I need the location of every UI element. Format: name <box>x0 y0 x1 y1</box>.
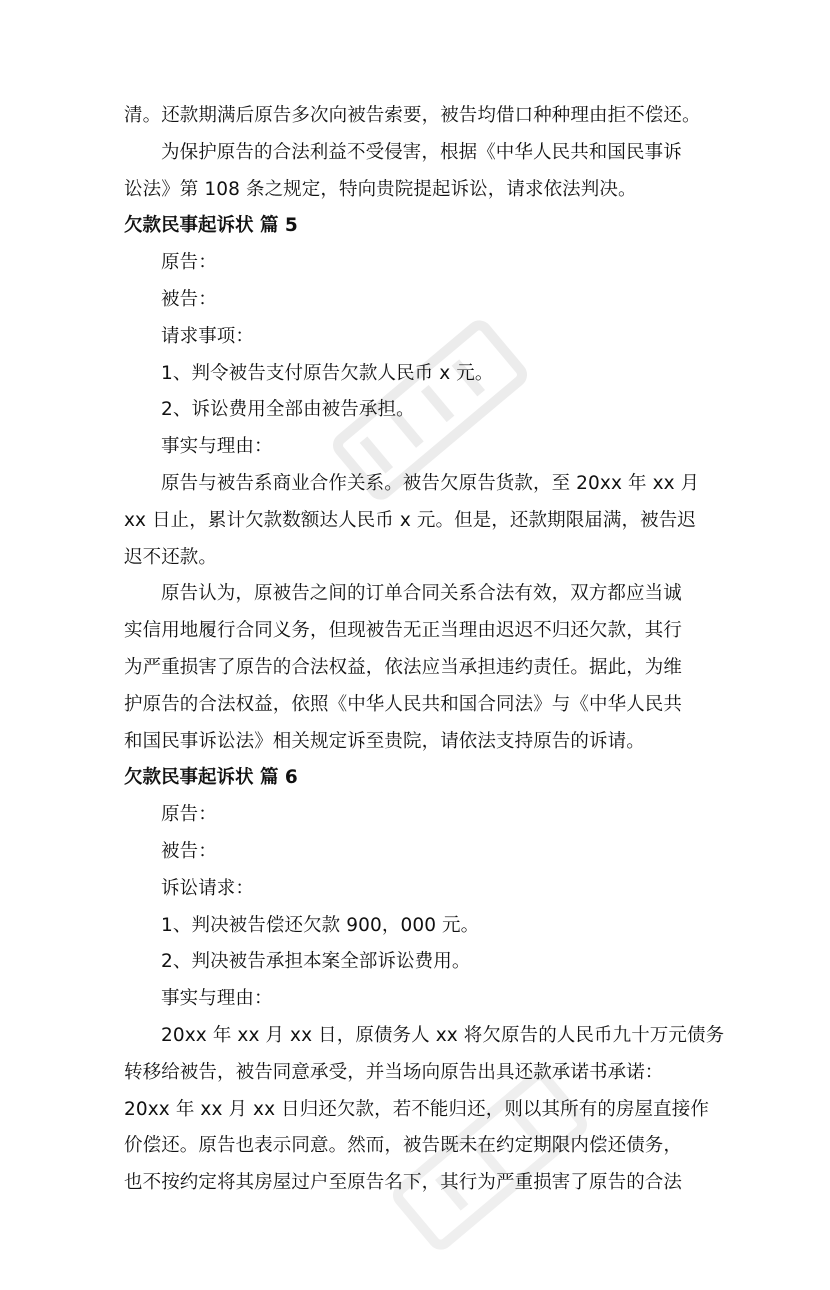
text-line: 迟不还款。 <box>124 546 218 568</box>
document-body <box>124 98 724 1202</box>
text-line: xx 日止，累计欠款数额达人民币 x 元。但是，还款期限届满，被告迟 <box>124 509 696 531</box>
text-line: 和国民事诉讼法》相关规定诉至贵院，请依法支持原告的诉请。 <box>124 730 645 752</box>
claims-label: 诉讼请求： <box>161 877 255 899</box>
text-line: 护原告的合法权益，依照《中华人民共和国合同法》与《中华人民共 <box>124 693 683 715</box>
facts-label: 事实与理由： <box>161 988 273 1010</box>
text-line: 20xx 年 xx 月 xx 日，原债务人 xx 将欠原告的人民币九十万元债务 <box>161 1024 725 1046</box>
claim-item: 2、判决被告承担本案全部诉讼费用。 <box>161 951 471 973</box>
text-line: 转移给被告，被告同意承受，并当场向原告出具还款承诺书承诺： <box>124 1061 664 1083</box>
text-line: 价偿还。原告也表示同意。然而，被告既未在约定期限内偿还债务， <box>124 1135 683 1157</box>
text-line: 清。还款期满后原告多次向被告索要，被告均借口种种理由拒不偿还。 <box>124 105 701 126</box>
plaintiff-label: 原告： <box>161 252 217 274</box>
section-5-heading: 欠款民事起诉状 篇 5 <box>124 215 298 237</box>
facts-label: 事实与理由： <box>161 436 273 458</box>
claim-item: 2、诉讼费用全部由被告承担。 <box>161 399 415 421</box>
defendant-label: 被告： <box>161 840 217 862</box>
text-line: 实信用地履行合同义务，但现被告无正当理由迟迟不归还欠款，其行 <box>124 620 683 642</box>
text-line: 为严重损害了原告的合法权益，依法应当承担违约责任。据此，为维 <box>124 656 683 678</box>
text-line: 为保护原告的合法利益不受侵害，根据《中华人民共和国民事诉 <box>161 141 682 163</box>
text-line: 也不按约定将其房屋过户至原告名下，其行为严重损害了原告的合法 <box>124 1172 683 1194</box>
text-line: 讼法》第 108 条之规定，特向贵院提起诉讼，请求依法判决。 <box>124 178 637 200</box>
text-line: 20xx 年 xx 月 xx 日归还欠款，若不能归还，则以其所有的房屋直接作 <box>124 1098 709 1120</box>
section-6-heading: 欠款民事起诉状 篇 6 <box>124 767 298 789</box>
text-line: 原告认为，原被告之间的订单合同关系合法有效，双方都应当诚 <box>161 583 682 605</box>
claim-item: 1、判决被告偿还欠款 900，000 元。 <box>161 914 480 936</box>
defendant-label: 被告： <box>161 288 217 310</box>
claim-item: 1、判令被告支付原告欠款人民币 x 元。 <box>161 362 494 384</box>
claims-label: 请求事项： <box>161 325 255 347</box>
text-line: 原告与被告系商业合作关系。被告欠原告货款，至 20xx 年 xx 月 <box>161 472 700 494</box>
plaintiff-label: 原告： <box>161 804 217 826</box>
